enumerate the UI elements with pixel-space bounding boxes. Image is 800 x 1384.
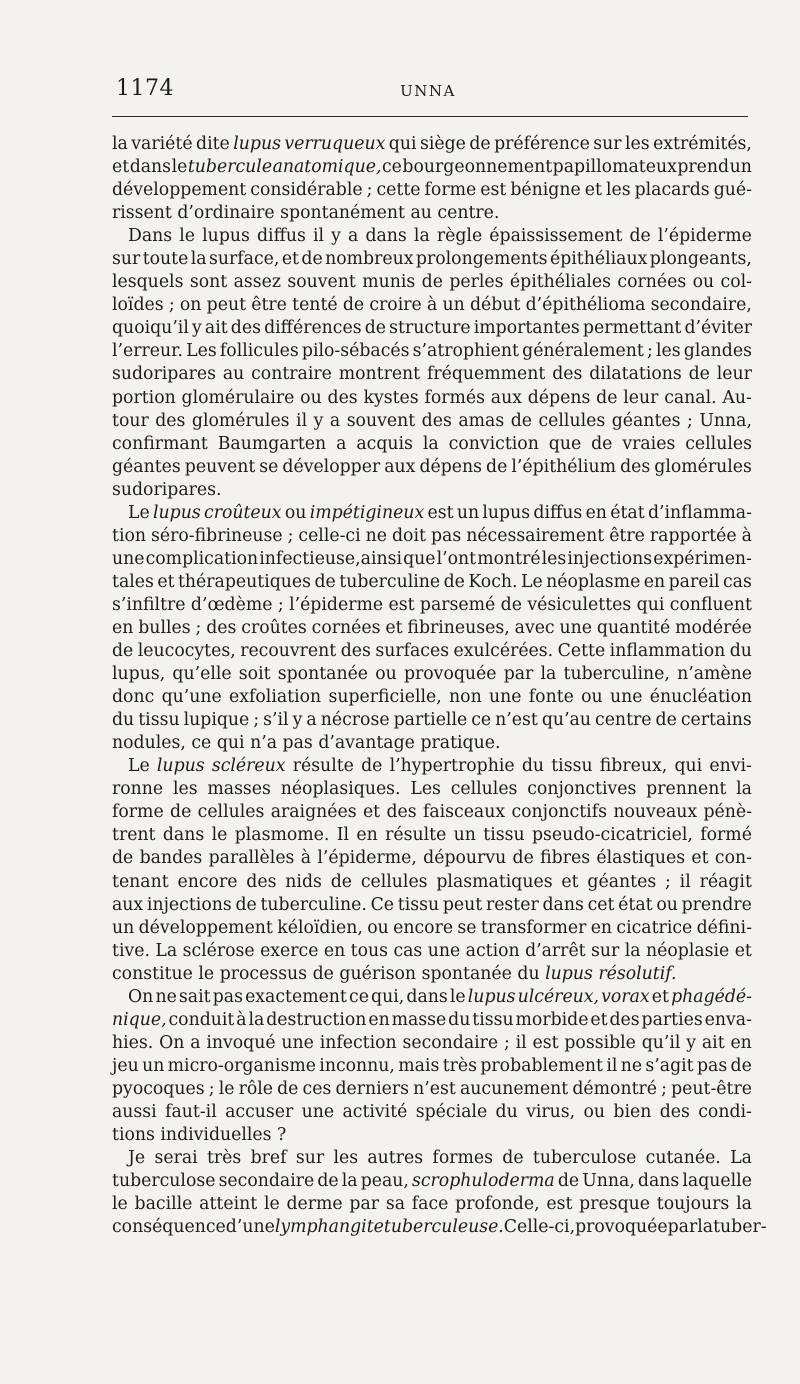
text-line: constitue le processus de guérison spontanée du lupus résolutif. (112, 963, 677, 984)
body-text (112, 133, 767, 1239)
text-line: nodules, ce qui n’a pas d’avantage pratique. (112, 733, 501, 754)
text-line: de leucocytes, recouvrent des surfaces exulcérées. Cette inflammation du (112, 641, 752, 662)
text-line: un développement kéloïdien, ou encore se transformer en cicatrice défini- (112, 917, 752, 938)
text-line: forme de cellules araignées et des faisceaux conjonctifs nouveaux pénè- (112, 802, 752, 823)
text-line: de bandes parallèles à l’épiderme, dépourvu de fibres élastiques et con- (112, 848, 752, 869)
text-line: la variété dite lupus verruqueux qui siège de préférence sur les extrémités, (112, 134, 752, 154)
text-line: lesquels sont assez souvent munis de perles épithéliales cornées ou col- (112, 272, 752, 293)
text-line: jeu un micro-organisme inconnu, mais très probablement il ne s’agit pas de (112, 1055, 752, 1076)
text-line: s’infiltre d’œdème ; l’épiderme est parsemé de vésiculettes qui confluent (112, 594, 752, 615)
text-line: tuberculose secondaire de la peau, scrophuloderma de Unna, dans laquelle (112, 1171, 752, 1192)
text-line: quoiqu’il y ait des différences de structure importantes permettant d’éviter (112, 318, 752, 339)
text-line: donc qu’une exfoliation superficielle, non une fonte ou une énucléation (112, 687, 752, 708)
text-line: aussi faut-il accuser une activité spéciale du virus, ou bien des condi- (112, 1101, 752, 1122)
text-line: tions individuelles ? (112, 1125, 287, 1146)
text-line: le bacille atteint le derme par sa face profonde, est presque toujours la (112, 1194, 752, 1215)
text-line: sudoripares au contraire montrent fréquemment des dilatations de leur (112, 364, 752, 385)
text-line: loïdes ; on peut être tenté de croire à un début d’épithélioma secondaire, (112, 295, 752, 316)
text-line: géantes peuvent se développer aux dépens de l’épithélium des glomérules (112, 456, 752, 477)
text-line: rissent d’ordinaire spontanément au centre. (112, 203, 500, 224)
page-number: 1174 (116, 76, 174, 101)
text-line: Dans le lupus diffus il y a dans la règle épaississement de l’épiderme (128, 226, 752, 247)
text-line: sur toute la surface, et de nombreux prolongements épithéliaux plongeants, (112, 249, 752, 270)
text-line: du tissu lupique ; s’il y a nécrose partielle ce n’est qu’au centre de certains (112, 710, 752, 731)
text-line: Je serai très bref sur les autres formes de tuberculose cutanée. La (128, 1148, 752, 1169)
text-line: développement considérable ; cette forme est bénigne et les placards gué- (112, 180, 752, 201)
text-line: sudoripares. (112, 479, 222, 500)
text-line: en bulles ; des croûtes cornées et fibrineuses, avec une quantité modérée (112, 617, 752, 638)
running-head: UNNA (400, 82, 456, 100)
text-line: tales et thérapeutiques de tuberculine de Koch. Le néoplasme en pareil cas (112, 571, 752, 592)
text-line: confirmant Baumgarten a acquis la conviction que de vraies cellules (112, 433, 752, 454)
text-line: ronne les masses néoplasiques. Les cellules conjonctives prennent la (112, 779, 752, 800)
text-line: tenant encore des nids de cellules plasmatiques et géantes ; il réagit (112, 871, 752, 892)
text-line: tive. La sclérose exerce en tous cas une action d’arrêt sur la néoplasie et (112, 940, 752, 961)
text-line: trent dans le plasmome. Il en résulte un tissu pseudo-cicatriciel, formé (112, 825, 752, 846)
text-line: nique, conduit à la destruction en masse du tissu morbide et des parties enva- (112, 1009, 752, 1030)
text-line: l’erreur. Les follicules pilo-sébacés s’atrophient généralement ; les glandes (112, 341, 752, 362)
page-header (108, 76, 748, 106)
text-line: lupus, qu’elle soit spontanée ou provoquée par la tuberculine, n’amène (112, 664, 752, 685)
text-line: hies. On a invoqué une infection secondaire ; il est possible qu’il y ait en (112, 1032, 752, 1053)
text-line: portion glomérulaire ou des kystes formés aux dépens de leur canal. Au- (112, 387, 752, 408)
text-line: pyocoques ; le rôle de ces derniers n’est aucunement démontré ; peut-être (112, 1078, 752, 1099)
text-line: aux injections de tuberculine. Ce tissu peut rester dans cet état ou prendre (112, 894, 752, 915)
text-line: tour des glomérules il y a souvent des amas de cellules géantes ; Unna, (112, 410, 752, 431)
text-line: On ne sait pas exactement ce qui, dans le lupus ulcéreux, vorax et phagédé- (128, 986, 752, 1007)
text-line: tion séro-fibrineuse ; celle-ci ne doit pas nécessairement être rapportée à (112, 525, 752, 546)
text-line: Le lupus scléreux résulte de l’hypertrophie du tissu fibreux, qui envi- (128, 756, 752, 777)
text-line: conséquence d’une lymphangite tuberculeuse. Celle-ci, provoquée par la tuber- (112, 1217, 767, 1238)
text-line: et dans le tubercule anatomique, ce bourgeonnement papillomateux prend un (112, 157, 752, 178)
text-line: Le lupus croûteux ou impétigineux est un lupus diffus en état d’inflamma- (128, 502, 752, 523)
text-line: une complication infectieuse,ainsi que l’ont montré les injections expérimen- (112, 548, 752, 569)
header-rule (112, 116, 748, 117)
